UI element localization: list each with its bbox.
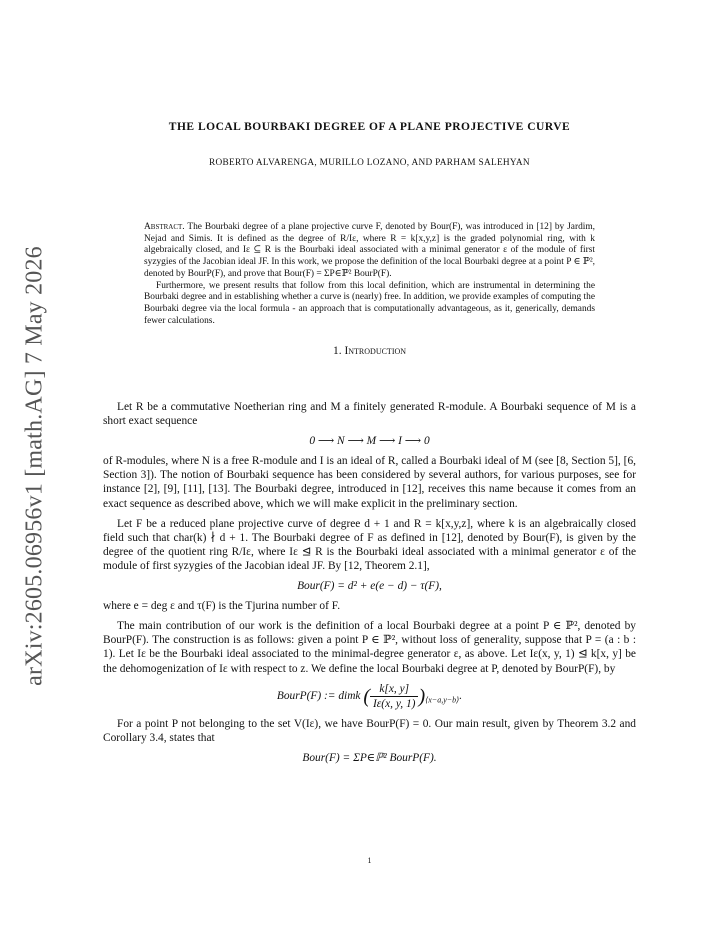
equation-local-degree-left: BourP(F) := dimk: [276, 689, 361, 702]
abstract: [144, 222, 595, 327]
abstract-label: Abstract.: [144, 222, 185, 232]
abstract-text-1: The Bourbaki degree of a plane projective curve F, denoted by Bour(F), was introduced in [12] by Jardim, Nejad and Simis. It is defined as the degree of R/Iε, where R = k[x,y,z] is the graded polynomial ring, with k algebraically closed, and Iε ⊆ R is the Bourbaki ideal associated with a minimal generator ε of the module of first syzygies of the Jacobian ideal JF. In this work, we propose the definition of the local Bourbaki degree at a point P ∈ ℙ², denoted by BourP(F), and prove that Bour(F) = ΣP∈ℙ² BourP(F).: [144, 222, 595, 279]
body-text: [103, 400, 636, 771]
equation-local-degree: BourP(F) := dimk ( $\frac{k[x, y]}{I\varepsilon(x, y, 1)}$ )$_{⟨x-a,y-b⟩}$.: [276, 682, 463, 710]
body-paragraph-6: For a point P not belonging to the set V(Iε), we have BourP(F) = 0. Our main result, given by Theorem 3.2 and Corollary 3.4, states that: [103, 717, 636, 744]
paper-title: THE LOCAL BOURBAKI DEGREE OF A PLANE PROJECTIVE CURVE: [168, 121, 571, 133]
abstract-paragraph-1: [144, 222, 595, 281]
body-paragraph-2: of R-modules, where N is a free R-module and I is an ideal of R, called a Bourbaki ideal of M (see [8, Section 5], [6, Section 3]). The notion of Bourbaki sequence has been considered by several authors, for various purposes, see for instance [2], [9], [11], [13]. The Bourbaki degree, introduced in [12], receives this name because it comes from an exact sequence as described above, which we will make explicit in the preliminary section.: [103, 455, 636, 510]
body-paragraph-5: The main contribution of our work is the definition of a local Bourbaki degree at a point P ∈ ℙ², denoted by BourP(F). The construction is as follows: given a point P ∈ ℙ², without loss of generality, suppose that P = (a : b : 1). Let Iε be the Bourbaki ideal associated to the minimal-degree generator ε, as above. Let Iε(x, y, 1) ⊴ k[x, y] be the dehomogenization of Iε with respect to z. We define the local Bourbaki degree at P, denoted by BourP(F), by: [103, 620, 636, 675]
equation-exact-sequence: 0 ⟶ N ⟶ M ⟶ I ⟶ 0: [309, 435, 430, 448]
page-number: 1: [367, 856, 372, 865]
fraction-numerator: k[x, y]: [370, 682, 418, 697]
body-paragraph-4: where e = deg ε and τ(F) is the Tjurina number of F.: [103, 600, 341, 613]
body-paragraph-1: Let R be a commutative Noetherian ring and M a finitely generated R-module. A Bourbaki sequence of M is a short exact sequence: [103, 401, 636, 428]
section-heading: [103, 345, 636, 357]
section-number: 1.: [332, 345, 342, 357]
abstract-paragraph-2: Furthermore, we present results that follow from this local definition, which are instrumental in determining the Bourbaki degree and in establishing whether a curve is (nearly) free. In addition, we provide examples of computing the Bourbaki degree via the local formula - an approach that is computationally advantageous, as it, generically, demands fewer calculations.: [144, 280, 595, 326]
localization-subscript: ⟨x−a,y−b⟩: [425, 695, 460, 705]
paper-authors: ROBERTO ALVARENGA, MURILLO LOZANO, AND PARHAM SALEHYAN: [209, 158, 530, 168]
equation-main-result: Bour(F) = ΣP∈ℙ² BourP(F).: [302, 751, 437, 764]
arxiv-stamp-text: arXiv:2605.06956v1 [math.AG] 7 May 2026: [21, 246, 48, 686]
section-title: Introduction: [344, 345, 407, 357]
fraction-denominator: Iε(x, y, 1): [373, 697, 416, 710]
equation-local-fraction: [370, 682, 418, 711]
body-paragraph-3: Let F be a reduced plane projective curve of degree d + 1 and R = k[x,y,z], where k is an algebraically closed field such that char(k) ∤ d + 1. The Bourbaki degree of F as defined in [12], denoted by Bour(F), is given by the degree of the quotient ring R/Iε, where Iε ⊴ R is the Bourbaki ideal associated with a minimal generator ε of the module of first syzygies of the Jacobian ideal JF. By [12, Theorem 2.1],: [103, 517, 636, 572]
equation-bourbaki-degree: Bour(F) = d² + e(e − d) − τ(F),: [297, 580, 442, 593]
arxiv-stamp: [22, 246, 48, 686]
